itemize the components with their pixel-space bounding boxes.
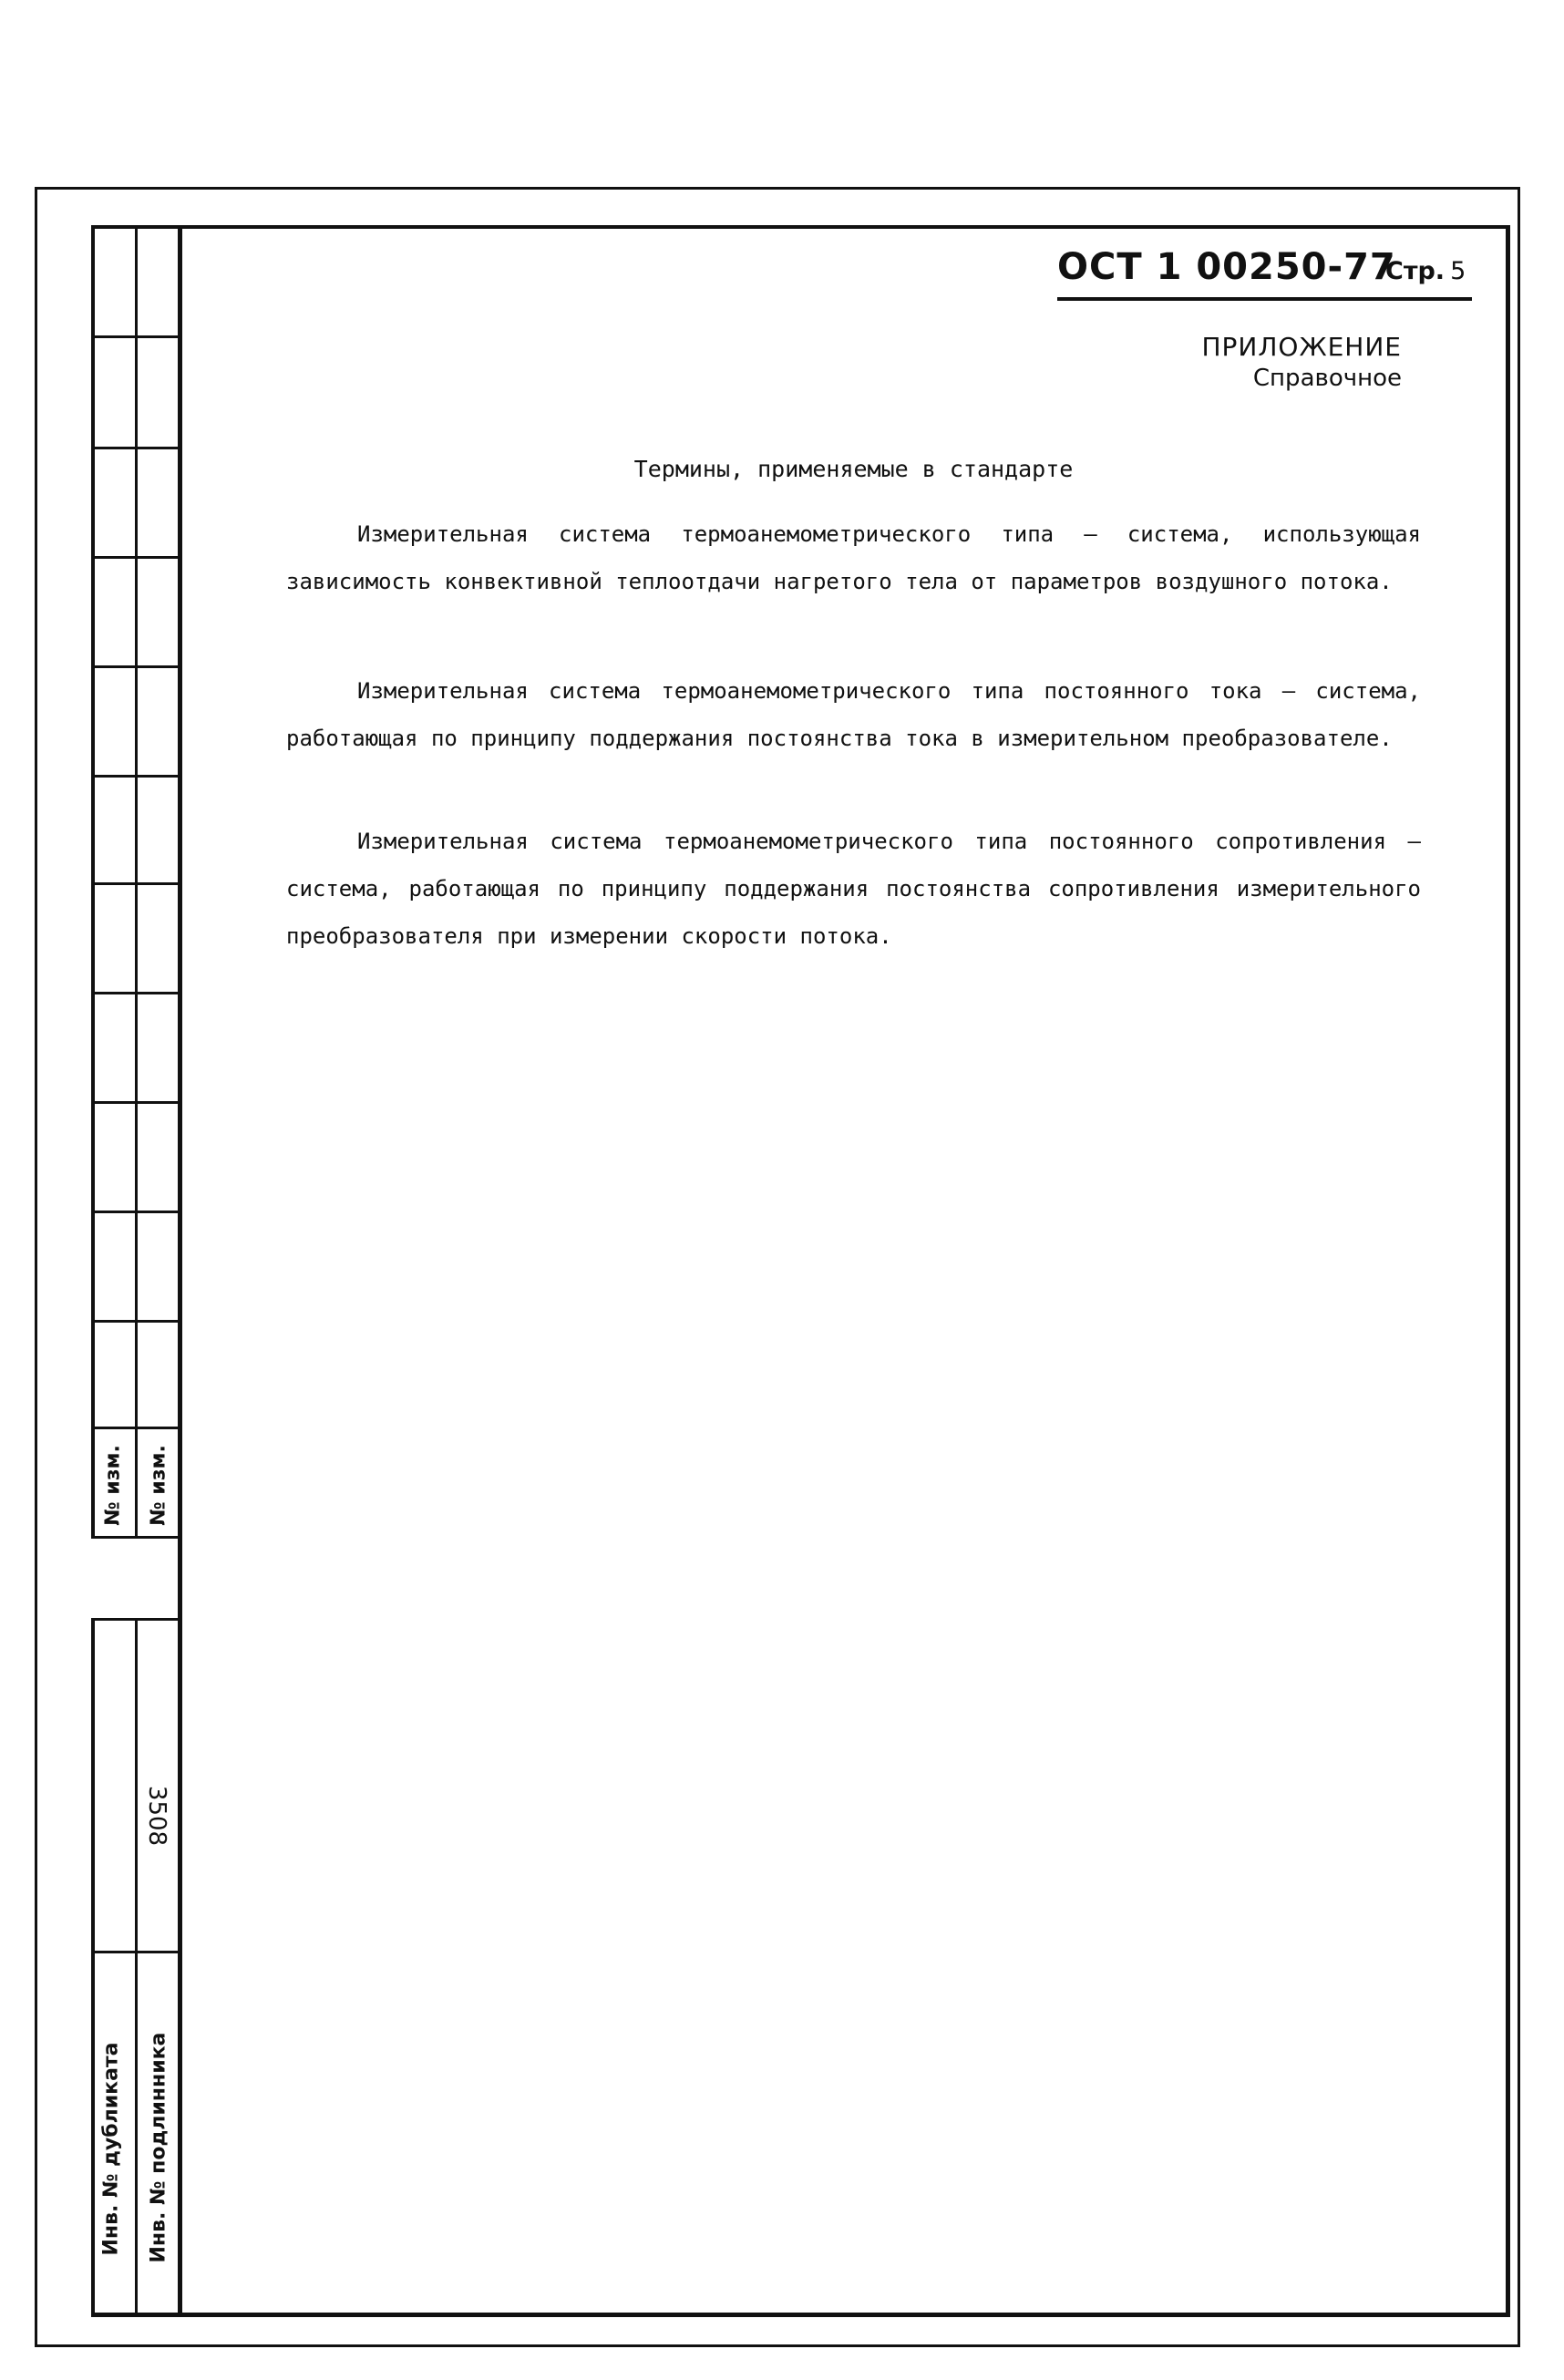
change-number-label-2: № изм. <box>147 1445 170 1526</box>
stamp-row-1 <box>91 335 180 338</box>
stamp-lower-row <box>91 1951 180 1953</box>
outer-border-top <box>35 187 1520 190</box>
stamp-row-10 <box>91 1320 180 1323</box>
document-code: ОСТ 1 00250-77 <box>1057 246 1396 288</box>
stamp-row-4 <box>91 665 180 668</box>
appendix-title: ПРИЛОЖЕНИЕ <box>1201 332 1402 362</box>
paragraph-1: Измерительная система термоанемометрического типа – система, использующая зависимость конвективной теплоотдачи нагретого тела от параметров воздушного потока. <box>286 521 1421 594</box>
duplicate-inventory-label: Инв. № дубликата <box>99 2042 123 2256</box>
page-prefix: Стр. <box>1385 257 1446 285</box>
frame-bottom <box>91 2313 1508 2317</box>
frame-top <box>91 225 1508 229</box>
change-number-label-1: № изм. <box>101 1445 125 1526</box>
stamp-row-6 <box>91 882 180 885</box>
outer-border-left <box>35 187 37 2347</box>
original-inventory-label: Инв. № подлинника <box>147 2032 170 2263</box>
stamp-left-edge <box>91 225 95 1538</box>
header-underline <box>1057 297 1472 301</box>
stamp-row-8 <box>91 1101 180 1104</box>
stamp-lower-left <box>91 1618 95 2317</box>
stamp-row-7 <box>91 992 180 994</box>
page-label <box>1385 257 1466 285</box>
page-number: 5 <box>1450 257 1466 285</box>
original-inventory-number: 3508 <box>143 1785 170 1847</box>
stamp-row-9 <box>91 1211 180 1213</box>
stamp-lower-mid <box>135 1618 138 2317</box>
section-title: Термины, применяемые в стандарте <box>633 456 1074 482</box>
stamp-row-11 <box>91 1427 180 1429</box>
frame-right <box>1506 225 1510 2317</box>
paragraph-3: Измерительная система термоанемометрического типа постоянного сопротивления – система, работающая по принципу поддержания постоянства сопротивления измерительного преобразователя при измерении скорости потока. <box>286 829 1421 949</box>
frame-left-inner <box>178 225 182 2317</box>
outer-border-bottom <box>35 2344 1520 2347</box>
appendix-subtitle: Справочное <box>1252 365 1402 392</box>
stamp-mid-divider <box>135 225 138 1538</box>
paragraph-2: Измерительная система термоанемометрического типа постоянного тока – система, работающая по принципу поддержания постоянства тока в измерительном преобразователе. <box>286 678 1421 751</box>
stamp-row-3 <box>91 556 180 559</box>
stamp-row-5 <box>91 775 180 778</box>
outer-border-right <box>1518 187 1520 2347</box>
stamp-row-2 <box>91 447 180 449</box>
